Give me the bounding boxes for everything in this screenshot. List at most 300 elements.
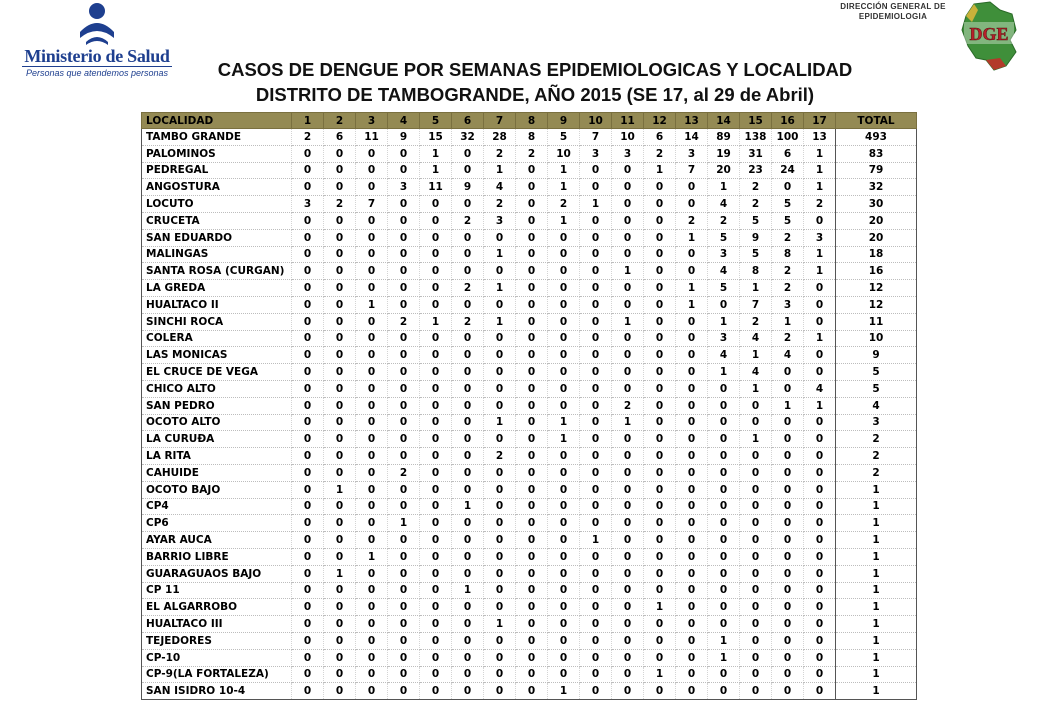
week-count-cell: 4 <box>740 364 772 381</box>
week-count-cell: 0 <box>580 364 612 381</box>
minsa-tagline: Personas que atendemos personas <box>22 66 172 78</box>
week-count-cell: 0 <box>420 582 452 599</box>
page-title <box>150 57 920 107</box>
week-count-cell: 2 <box>740 179 772 196</box>
week-count-cell: 0 <box>292 548 324 565</box>
week-count-cell: 0 <box>612 666 644 683</box>
week-count-cell: 0 <box>356 431 388 448</box>
week-count-cell: 0 <box>612 347 644 364</box>
week-count-cell: 1 <box>708 649 740 666</box>
total-cell: 16 <box>836 263 917 280</box>
week-count-cell: 0 <box>484 229 516 246</box>
week-count-cell: 0 <box>580 616 612 633</box>
week-count-cell: 0 <box>708 599 740 616</box>
week-count-cell: 0 <box>356 649 388 666</box>
week-count-cell: 0 <box>676 380 708 397</box>
week-count-cell: 0 <box>484 263 516 280</box>
week-count-cell: 0 <box>388 565 420 582</box>
total-cell: 83 <box>836 145 917 162</box>
week-count-cell: 1 <box>644 162 676 179</box>
column-header-week: 15 <box>740 113 772 129</box>
week-count-cell: 0 <box>676 397 708 414</box>
week-count-cell: 1 <box>356 296 388 313</box>
week-count-cell: 4 <box>708 263 740 280</box>
week-count-cell: 0 <box>484 431 516 448</box>
column-header-week: 14 <box>708 113 740 129</box>
week-count-cell: 0 <box>388 599 420 616</box>
week-count-cell: 0 <box>772 548 804 565</box>
week-count-cell: 0 <box>452 431 484 448</box>
week-count-cell: 1 <box>548 414 580 431</box>
week-count-cell: 0 <box>772 616 804 633</box>
week-count-cell: 0 <box>324 263 356 280</box>
week-count-cell: 0 <box>388 666 420 683</box>
week-count-cell: 0 <box>484 498 516 515</box>
table-row <box>142 599 917 616</box>
column-header-week: 4 <box>388 113 420 129</box>
week-count-cell: 6 <box>772 145 804 162</box>
week-count-cell: 0 <box>388 431 420 448</box>
week-count-cell: 0 <box>452 666 484 683</box>
week-count-cell: 0 <box>356 364 388 381</box>
week-count-cell: 1 <box>644 666 676 683</box>
week-count-cell: 4 <box>708 347 740 364</box>
table-row <box>142 229 917 246</box>
week-count-cell: 1 <box>772 313 804 330</box>
week-count-cell: 0 <box>420 397 452 414</box>
localidad-cell: GUARAGUAOS BAJO <box>142 565 292 582</box>
week-count-cell: 0 <box>580 582 612 599</box>
week-count-cell: 0 <box>708 532 740 549</box>
total-cell: 9 <box>836 347 917 364</box>
week-count-cell: 0 <box>484 632 516 649</box>
week-count-cell: 0 <box>516 582 548 599</box>
total-cell: 3 <box>836 414 917 431</box>
week-count-cell: 0 <box>420 666 452 683</box>
week-count-cell: 0 <box>420 229 452 246</box>
week-count-cell: 0 <box>516 515 548 532</box>
week-count-cell: 0 <box>484 515 516 532</box>
week-count-cell: 0 <box>548 313 580 330</box>
week-count-cell: 2 <box>612 397 644 414</box>
week-count-cell: 1 <box>580 196 612 213</box>
week-count-cell: 31 <box>740 145 772 162</box>
week-count-cell: 0 <box>324 649 356 666</box>
week-count-cell: 32 <box>452 129 484 146</box>
week-count-cell: 0 <box>420 683 452 700</box>
week-count-cell: 0 <box>644 431 676 448</box>
week-count-cell: 0 <box>676 364 708 381</box>
week-count-cell: 0 <box>420 548 452 565</box>
week-count-cell: 0 <box>292 347 324 364</box>
column-header-week: 9 <box>548 113 580 129</box>
localidad-cell: CP 11 <box>142 582 292 599</box>
week-count-cell: 0 <box>772 565 804 582</box>
week-count-cell: 0 <box>580 431 612 448</box>
week-count-cell: 0 <box>644 448 676 465</box>
column-header-week: 16 <box>772 113 804 129</box>
localidad-cell: SAN PEDRO <box>142 397 292 414</box>
week-count-cell: 0 <box>516 464 548 481</box>
week-count-cell: 0 <box>804 212 836 229</box>
week-count-cell: 0 <box>612 649 644 666</box>
week-count-cell: 0 <box>324 414 356 431</box>
week-count-cell: 0 <box>804 364 836 381</box>
week-count-cell: 0 <box>580 380 612 397</box>
week-count-cell: 0 <box>420 599 452 616</box>
week-count-cell: 0 <box>356 683 388 700</box>
week-count-cell: 0 <box>324 246 356 263</box>
week-count-cell: 0 <box>516 229 548 246</box>
week-count-cell: 0 <box>580 397 612 414</box>
week-count-cell: 5 <box>708 280 740 297</box>
minsa-person-icon <box>76 2 118 46</box>
week-count-cell: 0 <box>484 649 516 666</box>
week-count-cell: 0 <box>452 229 484 246</box>
week-count-cell: 0 <box>356 397 388 414</box>
table-row <box>142 129 917 146</box>
week-count-cell: 0 <box>324 145 356 162</box>
week-count-cell: 0 <box>324 464 356 481</box>
week-count-cell: 0 <box>612 565 644 582</box>
week-count-cell: 0 <box>612 280 644 297</box>
week-count-cell: 7 <box>356 196 388 213</box>
week-count-cell: 0 <box>452 330 484 347</box>
total-cell: 79 <box>836 162 917 179</box>
week-count-cell: 20 <box>708 162 740 179</box>
week-count-cell: 0 <box>324 582 356 599</box>
total-cell: 4 <box>836 397 917 414</box>
week-count-cell: 0 <box>580 515 612 532</box>
week-count-cell: 0 <box>356 347 388 364</box>
week-count-cell: 0 <box>644 481 676 498</box>
week-count-cell: 0 <box>644 565 676 582</box>
table-row <box>142 649 917 666</box>
week-count-cell: 0 <box>292 364 324 381</box>
week-count-cell: 0 <box>356 280 388 297</box>
week-count-cell: 0 <box>356 263 388 280</box>
week-count-cell: 0 <box>708 397 740 414</box>
localidad-cell: LOCUTO <box>142 196 292 213</box>
week-count-cell: 0 <box>644 515 676 532</box>
week-count-cell: 2 <box>644 145 676 162</box>
week-count-cell: 1 <box>804 263 836 280</box>
week-count-cell: 0 <box>388 481 420 498</box>
week-count-cell: 0 <box>644 330 676 347</box>
total-cell: 2 <box>836 448 917 465</box>
week-count-cell: 1 <box>452 582 484 599</box>
week-count-cell: 0 <box>708 683 740 700</box>
table-row <box>142 464 917 481</box>
week-count-cell: 0 <box>644 280 676 297</box>
table-row <box>142 330 917 347</box>
week-count-cell: 0 <box>740 565 772 582</box>
localidad-cell: SAN ISIDRO 10-4 <box>142 683 292 700</box>
week-count-cell: 0 <box>452 515 484 532</box>
title-line-1: CASOS DE DENGUE POR SEMANAS EPIDEMIOLOGICAS Y LOCALIDAD <box>217 59 853 80</box>
week-count-cell: 0 <box>612 616 644 633</box>
localidad-cell: ANGOSTURA <box>142 179 292 196</box>
week-count-cell: 0 <box>612 296 644 313</box>
week-count-cell: 3 <box>804 229 836 246</box>
week-count-cell: 0 <box>292 179 324 196</box>
week-count-cell: 0 <box>612 532 644 549</box>
week-count-cell: 0 <box>548 616 580 633</box>
week-count-cell: 0 <box>324 212 356 229</box>
week-count-cell: 0 <box>708 582 740 599</box>
week-count-cell: 0 <box>804 431 836 448</box>
week-count-cell: 0 <box>676 616 708 633</box>
week-count-cell: 0 <box>420 632 452 649</box>
week-count-cell: 0 <box>292 649 324 666</box>
week-count-cell: 11 <box>420 179 452 196</box>
week-count-cell: 1 <box>420 145 452 162</box>
week-count-cell: 0 <box>388 532 420 549</box>
week-count-cell: 0 <box>420 296 452 313</box>
week-count-cell: 0 <box>388 246 420 263</box>
week-count-cell: 0 <box>548 380 580 397</box>
week-count-cell: 0 <box>324 280 356 297</box>
week-count-cell: 0 <box>804 683 836 700</box>
week-count-cell: 0 <box>452 616 484 633</box>
week-count-cell: 0 <box>644 548 676 565</box>
week-count-cell: 1 <box>420 162 452 179</box>
localidad-cell: LA GREDA <box>142 280 292 297</box>
week-count-cell: 1 <box>676 229 708 246</box>
column-header-week: 10 <box>580 113 612 129</box>
week-count-cell: 0 <box>420 532 452 549</box>
week-count-cell: 0 <box>612 431 644 448</box>
week-count-cell: 1 <box>804 397 836 414</box>
week-count-cell: 0 <box>452 145 484 162</box>
week-count-cell: 0 <box>292 565 324 582</box>
week-count-cell: 0 <box>324 498 356 515</box>
week-count-cell: 0 <box>740 683 772 700</box>
week-count-cell: 0 <box>580 347 612 364</box>
week-count-cell: 0 <box>548 498 580 515</box>
week-count-cell: 0 <box>292 162 324 179</box>
week-count-cell: 0 <box>388 448 420 465</box>
localidad-cell: BARRIO LIBRE <box>142 548 292 565</box>
week-count-cell: 0 <box>356 246 388 263</box>
week-count-cell: 0 <box>324 330 356 347</box>
week-count-cell: 1 <box>484 616 516 633</box>
week-count-cell: 0 <box>740 481 772 498</box>
week-count-cell: 0 <box>772 649 804 666</box>
week-count-cell: 0 <box>740 448 772 465</box>
week-count-cell: 0 <box>676 532 708 549</box>
week-count-cell: 2 <box>484 145 516 162</box>
week-count-cell: 0 <box>516 431 548 448</box>
week-count-cell: 0 <box>484 330 516 347</box>
week-count-cell: 0 <box>356 229 388 246</box>
week-count-cell: 0 <box>292 632 324 649</box>
week-count-cell: 0 <box>324 599 356 616</box>
week-count-cell: 0 <box>516 364 548 381</box>
week-count-cell: 1 <box>484 414 516 431</box>
week-count-cell: 0 <box>612 246 644 263</box>
week-count-cell: 0 <box>388 632 420 649</box>
week-count-cell: 0 <box>356 380 388 397</box>
week-count-cell: 0 <box>452 649 484 666</box>
total-cell: 10 <box>836 330 917 347</box>
week-count-cell: 0 <box>516 280 548 297</box>
week-count-cell: 0 <box>292 145 324 162</box>
week-count-cell: 0 <box>612 464 644 481</box>
week-count-cell: 0 <box>420 380 452 397</box>
week-count-cell: 0 <box>612 515 644 532</box>
week-count-cell: 2 <box>516 145 548 162</box>
total-cell: 12 <box>836 296 917 313</box>
week-count-cell: 0 <box>420 649 452 666</box>
week-count-cell: 0 <box>484 666 516 683</box>
week-count-cell: 9 <box>740 229 772 246</box>
week-count-cell: 1 <box>548 162 580 179</box>
table-row <box>142 162 917 179</box>
week-count-cell: 0 <box>388 196 420 213</box>
week-count-cell: 0 <box>388 162 420 179</box>
week-count-cell: 1 <box>804 145 836 162</box>
title-line-2: DISTRITO DE TAMBOGRANDE, AÑO 2015 (SE 17, al 29 de Abril) <box>255 84 815 105</box>
week-count-cell: 28 <box>484 129 516 146</box>
week-count-cell: 0 <box>676 313 708 330</box>
total-cell: 1 <box>836 599 917 616</box>
week-count-cell: 0 <box>548 599 580 616</box>
week-count-cell: 0 <box>324 296 356 313</box>
week-count-cell: 0 <box>580 162 612 179</box>
column-header-week: 17 <box>804 113 836 129</box>
localidad-cell: TEJEDORES <box>142 632 292 649</box>
week-count-cell: 0 <box>804 414 836 431</box>
table-row <box>142 145 917 162</box>
total-cell: 1 <box>836 515 917 532</box>
localidad-cell: CP-9(LA FORTALEZA) <box>142 666 292 683</box>
week-count-cell: 0 <box>548 263 580 280</box>
table-row <box>142 196 917 213</box>
week-count-cell: 0 <box>324 179 356 196</box>
week-count-cell: 15 <box>420 129 452 146</box>
week-count-cell: 5 <box>708 229 740 246</box>
table-row <box>142 448 917 465</box>
column-header-week: 11 <box>612 113 644 129</box>
week-count-cell: 23 <box>740 162 772 179</box>
localidad-cell: SANTA ROSA (CURGAN) <box>142 263 292 280</box>
week-count-cell: 0 <box>740 548 772 565</box>
week-count-cell: 0 <box>804 313 836 330</box>
total-cell: 1 <box>836 683 917 700</box>
week-count-cell: 0 <box>548 330 580 347</box>
dge-logo-text: DGE <box>969 24 1009 44</box>
week-count-cell: 1 <box>804 330 836 347</box>
week-count-cell: 0 <box>548 464 580 481</box>
week-count-cell: 0 <box>804 649 836 666</box>
week-count-cell: 0 <box>804 280 836 297</box>
week-count-cell: 3 <box>484 212 516 229</box>
week-count-cell: 6 <box>324 129 356 146</box>
week-count-cell: 0 <box>452 347 484 364</box>
week-count-cell: 0 <box>708 448 740 465</box>
week-count-cell: 0 <box>292 666 324 683</box>
week-count-cell: 2 <box>740 313 772 330</box>
week-count-cell: 0 <box>580 548 612 565</box>
week-count-cell: 0 <box>484 582 516 599</box>
week-count-cell: 0 <box>772 599 804 616</box>
week-count-cell: 3 <box>772 296 804 313</box>
week-count-cell: 1 <box>676 296 708 313</box>
week-count-cell: 0 <box>388 498 420 515</box>
week-count-cell: 0 <box>516 397 548 414</box>
week-count-cell: 0 <box>484 464 516 481</box>
week-count-cell: 7 <box>740 296 772 313</box>
localidad-cell: OCOTO ALTO <box>142 414 292 431</box>
total-cell: 1 <box>836 666 917 683</box>
total-cell: 1 <box>836 632 917 649</box>
week-count-cell: 0 <box>324 364 356 381</box>
week-count-cell: 11 <box>356 129 388 146</box>
week-count-cell: 1 <box>388 515 420 532</box>
week-count-cell: 0 <box>484 364 516 381</box>
week-count-cell: 0 <box>804 515 836 532</box>
table-row <box>142 347 917 364</box>
localidad-cell: LA CURUÐA <box>142 431 292 448</box>
table-row <box>142 515 917 532</box>
week-count-cell: 0 <box>612 448 644 465</box>
table-row <box>142 179 917 196</box>
week-count-cell: 0 <box>388 683 420 700</box>
week-count-cell: 0 <box>292 397 324 414</box>
week-count-cell: 0 <box>388 397 420 414</box>
week-count-cell: 2 <box>676 212 708 229</box>
week-count-cell: 0 <box>580 212 612 229</box>
week-count-cell: 0 <box>356 145 388 162</box>
week-count-cell: 0 <box>452 599 484 616</box>
week-count-cell: 0 <box>548 666 580 683</box>
week-count-cell: 0 <box>324 616 356 633</box>
week-count-cell: 0 <box>676 414 708 431</box>
week-count-cell: 0 <box>292 431 324 448</box>
week-count-cell: 1 <box>708 179 740 196</box>
week-count-cell: 0 <box>324 683 356 700</box>
week-count-cell: 0 <box>676 582 708 599</box>
week-count-cell: 0 <box>580 263 612 280</box>
column-header-week: 8 <box>516 113 548 129</box>
week-count-cell: 0 <box>612 498 644 515</box>
total-cell: 32 <box>836 179 917 196</box>
table-row <box>142 616 917 633</box>
week-count-cell: 3 <box>676 145 708 162</box>
week-count-cell: 0 <box>356 582 388 599</box>
table-row <box>142 380 917 397</box>
localidad-cell: CHICO ALTO <box>142 380 292 397</box>
week-count-cell: 138 <box>740 129 772 146</box>
week-count-cell: 0 <box>772 464 804 481</box>
week-count-cell: 0 <box>580 565 612 582</box>
week-count-cell: 0 <box>612 212 644 229</box>
week-count-cell: 0 <box>292 515 324 532</box>
week-count-cell: 0 <box>772 481 804 498</box>
week-count-cell: 0 <box>388 380 420 397</box>
week-count-cell: 0 <box>548 481 580 498</box>
week-count-cell: 0 <box>516 162 548 179</box>
total-cell: 1 <box>836 548 917 565</box>
week-count-cell: 0 <box>388 364 420 381</box>
column-header-total: TOTAL <box>836 113 917 129</box>
week-count-cell: 0 <box>740 649 772 666</box>
week-count-cell: 0 <box>676 448 708 465</box>
week-count-cell: 0 <box>324 380 356 397</box>
week-count-cell: 0 <box>676 179 708 196</box>
total-cell: 1 <box>836 481 917 498</box>
